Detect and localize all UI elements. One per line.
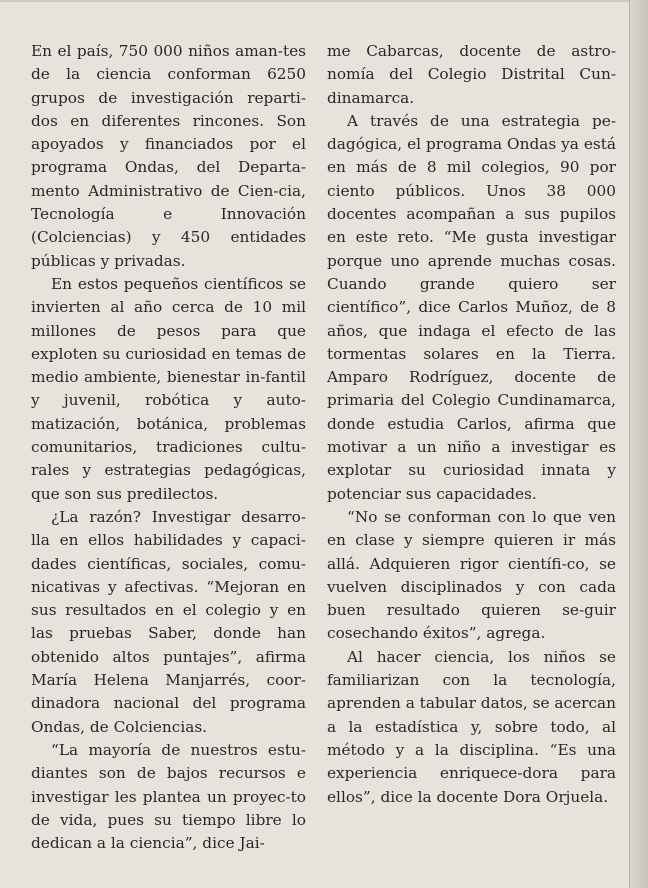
paragraph: En estos pequeños científicos se invierten al año cerca de 10 mil millones de pesos para que exploten su curiosidad en temas de medio ambiente, bienestar in-fantil y juvenil, robótica y auto-matización, botánica, problemas comunitarios, tradiciones cultu-rales y estrategias pedagógicas, que son sus predilectos. (31, 274, 306, 503)
left-column (31, 40, 306, 855)
paragraph: En el país, 750 000 niños aman-tes de la ciencia conforman 6250 grupos de investigación reparti-dos en diferentes rincones. Son apoyados y financiados por el programa Ondas, del Departa-mento Administrativo de Cien-cia, Tecnología e Innovación (Colciencias) y 450 entidades públicas y privadas. (31, 42, 306, 270)
page-edge (629, 0, 648, 888)
paragraph: Al hacer ciencia, los niños se familiarizan con la tecnología, aprenden a tabular datos, se acercan a la estadística y, sobre todo, al método y a la disciplina. “Es una experiencia enriquece-dora para ellos”, dice la docente Dora Orjuela. (327, 647, 616, 806)
paragraph: ¿La razón? Investigar desarro-lla en ellos habilidades y capaci-dades científicas, sociales, comu-nicativas y afectivas. “Mejoran en sus resultados en el colegio y en las pruebas Saber, donde han obtenido altos puntajes”, afirma María Helena Manjarrés, coor-dinadora nacional del programa Ondas, de Colciencias. (31, 507, 306, 736)
page-top-border (0, 0, 630, 2)
paragraph: “No se conforman con lo que ven en clase y siempre quieren ir más allá. Adquieren rigor científi-co, se vuelven disciplinados y con cada buen resultado quieren se-guir cosechando éxitos”, agrega. (327, 507, 616, 643)
paragraph: me Cabarcas, docente de astro-nomía del Colegio Distrital Cun-dinamarca. (327, 42, 616, 107)
right-column (327, 40, 616, 809)
paragraph: “La mayoría de nuestros estu-diantes son de bajos recursos e investigar les plantea un proyec-to de vida, pues su tiempo libre lo dedican a la ciencia”, dice Jai- (31, 740, 306, 853)
paragraph: A través de una estrategia pe-dagógica, el programa Ondas ya está en más de 8 mil colegios, 90 por ciento públicos. Unos 38 000 docentes acompañan a sus pupilos en este reto. “Me gusta investigar porque uno aprende muchas cosas. Cuando grande quiero ser científico”, dice Carlos Muñoz, de 8 años, que indaga el efecto de las tormentas solares en la Tierra. Amparo Rodríguez, docente de primaria del Colegio Cundinamarca, donde estudia Carlos, afirma que motivar a un niño a investigar es explotar su curiosidad innata y potenciar sus capacidades. (327, 111, 616, 503)
